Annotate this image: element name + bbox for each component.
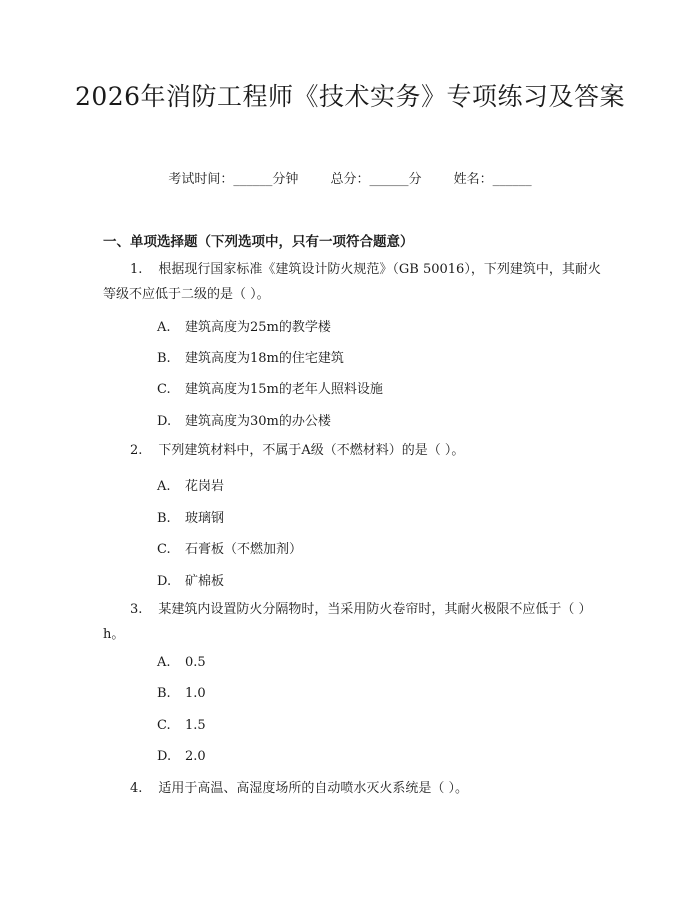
section-title: 一、单项选择题（下列选项中，只有一项符合题意） <box>103 234 414 250</box>
option-text: 建筑高度为30m的办公楼 <box>185 414 331 429</box>
question-3-option-c <box>157 718 206 733</box>
question-3-option-b <box>157 686 206 701</box>
question-1-option-a <box>157 316 331 335</box>
question-2-option-d <box>157 570 224 589</box>
option-text: 2.0 <box>185 749 206 764</box>
option-letter: D. <box>157 749 172 764</box>
option-text: 建筑高度为25m的教学楼 <box>185 320 331 335</box>
option-text: 1.5 <box>185 718 206 733</box>
question-3-option-a <box>157 655 206 670</box>
question-number: 3. <box>130 602 143 617</box>
option-letter: C. <box>157 542 171 557</box>
total-score-label: 总分：______分 <box>330 172 422 187</box>
option-text: 建筑高度为18m的住宅建筑 <box>185 351 344 366</box>
option-letter: D. <box>157 574 172 589</box>
option-text: 1.0 <box>185 686 206 701</box>
option-letter: A. <box>157 320 171 335</box>
question-2-option-a <box>157 475 224 494</box>
option-text: 石膏板（不燃加剂） <box>185 542 303 557</box>
exam-time-label: 考试时间：______分钟 <box>168 172 299 187</box>
option-letter: A. <box>157 479 171 494</box>
option-text: 建筑高度为15m的老年人照料设施 <box>185 382 383 397</box>
question-number: 2. <box>130 443 143 458</box>
option-letter: C. <box>157 382 171 397</box>
question-4 <box>103 776 603 801</box>
option-letter: B. <box>157 511 171 526</box>
option-text: 0.5 <box>185 655 206 670</box>
question-3-option-d <box>157 749 206 764</box>
question-number: 4. <box>130 781 143 796</box>
question-1-option-b <box>157 347 344 366</box>
name-label: 姓名：______ <box>453 172 532 187</box>
option-text: 矿棉板 <box>185 574 225 589</box>
question-1 <box>103 257 603 307</box>
question-2-option-c <box>157 538 302 557</box>
question-text: 下列建筑材料中，不属于A级（不燃材料）的是（ ）。 <box>158 443 465 458</box>
option-letter: B. <box>157 686 171 701</box>
question-1-option-d <box>157 410 331 429</box>
question-2-option-b <box>157 507 224 526</box>
exam-meta <box>0 168 700 187</box>
question-text: 某建筑内设置防火分隔物时，当采用防火卷帘时，其耐火极限不应低于（ ）h。 <box>103 602 592 642</box>
question-text: 适用于高温、高湿度场所的自动喷水灭火系统是（ ）。 <box>158 781 469 796</box>
option-text: 玻璃钢 <box>185 511 225 526</box>
document-title: 2026年消防工程师《技术实务》专项练习及答案 <box>74 82 626 111</box>
option-text: 花岗岩 <box>185 479 225 494</box>
question-number: 1. <box>130 262 143 277</box>
option-letter: A. <box>157 655 171 670</box>
option-letter: C. <box>157 718 171 733</box>
question-3 <box>103 597 603 647</box>
option-letter: B. <box>157 351 171 366</box>
question-1-option-c <box>157 378 383 397</box>
question-2 <box>103 438 603 463</box>
option-letter: D. <box>157 414 172 429</box>
question-text: 根据现行国家标准《建筑设计防火规范》（GB 50016），下列建筑中，其耐火等级不应低于二级的是（ ）。 <box>103 262 601 302</box>
